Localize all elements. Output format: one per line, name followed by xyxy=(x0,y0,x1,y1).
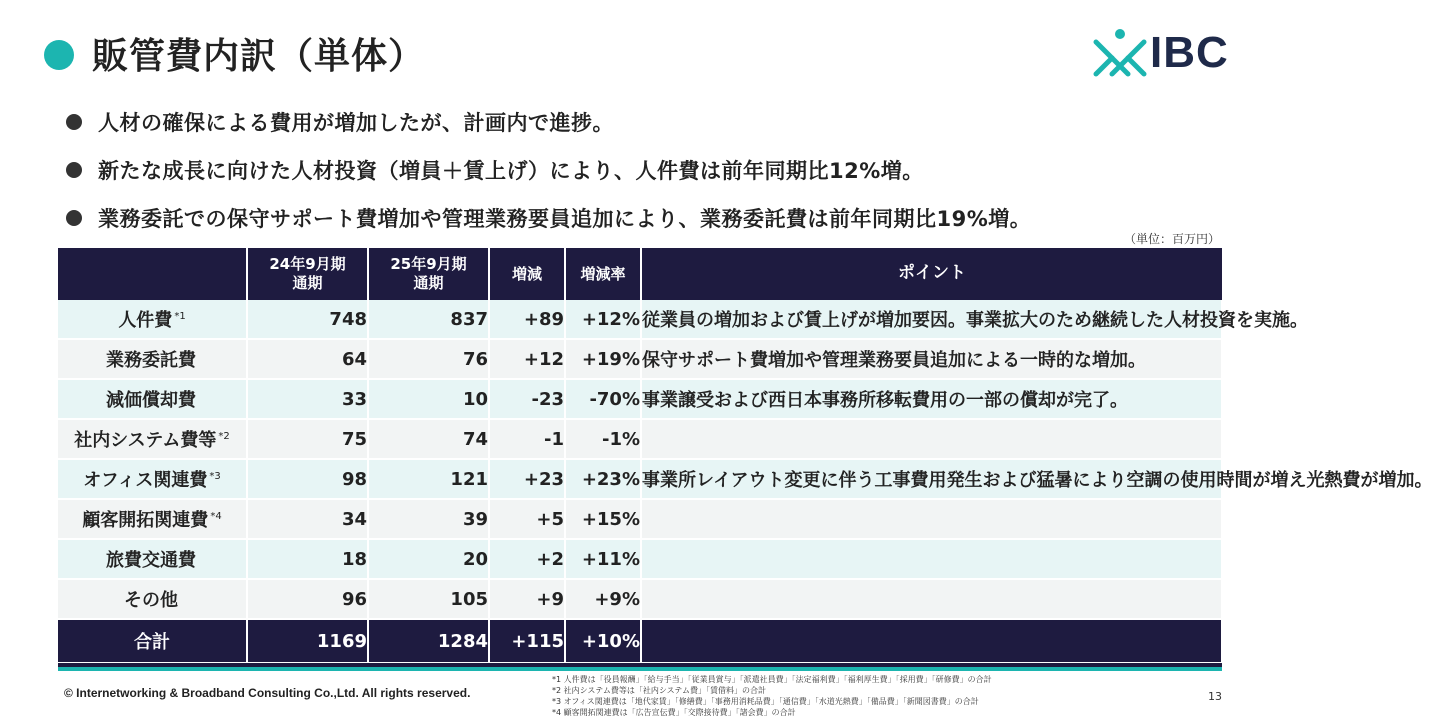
row-curr: 76 xyxy=(368,339,489,379)
footnote: *4 顧客開拓関連費は「広告宣伝費」「交際接待費」「諸会費」の合計 xyxy=(552,708,796,717)
row-point xyxy=(641,539,1222,579)
row-curr: 74 xyxy=(368,419,489,459)
note-ref: *4 xyxy=(210,511,222,522)
total-rate: +10% xyxy=(565,619,641,663)
footnote: *1 人件費は「役員報酬」「給与手当」「従業員賞与」「派遣社員費」「法定福利費」「福利厚生費」「採用費」「研修費」の合計 xyxy=(552,675,992,684)
row-prev: 98 xyxy=(247,459,368,499)
total-curr: 1284 xyxy=(368,619,489,663)
row-rate: +19% xyxy=(565,339,641,379)
row-change: +23 xyxy=(489,459,565,499)
note-ref: *3 xyxy=(209,471,221,482)
row-prev: 748 xyxy=(247,300,368,339)
header-rate: 増減率 xyxy=(565,248,641,300)
table-row xyxy=(58,539,1222,579)
table-total-row xyxy=(58,619,1222,663)
category-label: 社内システム費等 xyxy=(74,430,217,451)
row-change: +9 xyxy=(489,579,565,619)
row-category xyxy=(58,419,247,459)
title-bullet-icon xyxy=(44,40,74,70)
row-rate: -70% xyxy=(565,379,641,419)
header-curr-line1: 25年9月期 xyxy=(390,255,467,274)
table-row xyxy=(58,499,1222,539)
bullet-dot-icon xyxy=(66,162,82,178)
row-change: -1 xyxy=(489,419,565,459)
row-point: 従業員の増加および賃上げが増加要因。事業拡大のため継続した人材投資を実施。 xyxy=(641,300,1222,339)
row-prev: 96 xyxy=(247,579,368,619)
footer-divider-accent xyxy=(58,667,1222,671)
category-label: 旅費交通費 xyxy=(106,550,196,571)
row-point xyxy=(641,419,1222,459)
header-change: 増減 xyxy=(489,248,565,300)
header-prev-year xyxy=(247,248,368,300)
row-curr: 105 xyxy=(368,579,489,619)
row-point: 保守サポート費増加や管理業務要員追加による一時的な増加。 xyxy=(641,339,1222,379)
row-prev: 64 xyxy=(247,339,368,379)
row-curr: 837 xyxy=(368,300,489,339)
row-change: +2 xyxy=(489,539,565,579)
category-label: 業務委託費 xyxy=(106,350,196,371)
table-header-row xyxy=(58,248,1222,300)
row-point: 事業所レイアウト変更に伴う工事費用発生および猛暑により空調の使用時間が増え光熱費が増加。 xyxy=(641,459,1222,499)
category-label: その他 xyxy=(124,590,178,611)
bullet-dot-icon xyxy=(66,210,82,226)
category-label: 人件費 xyxy=(118,310,173,331)
bullet-text: 新たな成長に向けた人材投資（増員＋賃上げ）により、人件費は前年同期比12%増。 xyxy=(98,159,924,183)
ibc-logo-text: IBC xyxy=(1150,28,1229,77)
row-prev: 33 xyxy=(247,379,368,419)
row-rate: +11% xyxy=(565,539,641,579)
table-row xyxy=(58,339,1222,379)
row-prev: 34 xyxy=(247,499,368,539)
page-number: 13 xyxy=(1208,690,1222,703)
unit-label: （単位：百万円） xyxy=(1124,232,1221,246)
row-category xyxy=(58,539,247,579)
header-curr-line2: 通期 xyxy=(413,274,444,292)
bullet-text: 業務委託での保守サポート費増加や管理業務要員追加により、業務委託費は前年同期比19%増。 xyxy=(98,207,1032,231)
row-change: +5 xyxy=(489,499,565,539)
row-change: -23 xyxy=(489,379,565,419)
row-category xyxy=(58,579,247,619)
footnote: *3 オフィス関連費は「地代家賃」「修繕費」「事務用消耗品費」「通信費」「水道光熱費」「備品費」「新聞図書費」の合計 xyxy=(552,697,979,706)
bullet-item xyxy=(66,98,1031,146)
header-category xyxy=(58,248,247,300)
row-category xyxy=(58,499,247,539)
category-label: 顧客開拓関連費 xyxy=(82,510,209,531)
row-rate: +9% xyxy=(565,579,641,619)
table-row xyxy=(58,459,1222,499)
sga-table xyxy=(58,248,1433,664)
copyright: © Internetworking & Broadband Consulting Co.,Ltd. All rights reserved. xyxy=(64,686,471,700)
bullet-list xyxy=(66,98,1031,242)
total-prev: 1169 xyxy=(247,619,368,663)
total-category: 合計 xyxy=(58,619,247,663)
row-curr: 10 xyxy=(368,379,489,419)
header-curr-year xyxy=(368,248,489,300)
page-title: 販管費内訳（単体） xyxy=(92,36,426,77)
note-ref: *1 xyxy=(174,311,186,322)
total-change: +115 xyxy=(489,619,565,663)
row-category xyxy=(58,459,247,499)
row-change: +89 xyxy=(489,300,565,339)
table-row xyxy=(58,300,1222,339)
row-rate: +12% xyxy=(565,300,641,339)
row-rate: +23% xyxy=(565,459,641,499)
bullet-dot-icon xyxy=(66,114,82,130)
row-curr: 121 xyxy=(368,459,489,499)
total-point xyxy=(641,619,1222,663)
footnotes xyxy=(552,674,992,718)
footnote: *2 社内システム費等は「社内システム費」「賃借料」の合計 xyxy=(552,686,767,695)
header-prev-line1: 24年9月期 xyxy=(269,255,346,274)
bullet-item xyxy=(66,146,1031,194)
row-category xyxy=(58,339,247,379)
note-ref: *2 xyxy=(218,431,230,442)
row-change: +12 xyxy=(489,339,565,379)
row-point: 事業譲受および西日本事務所移転費用の一部の償却が完了。 xyxy=(641,379,1222,419)
row-rate: +15% xyxy=(565,499,641,539)
row-prev: 18 xyxy=(247,539,368,579)
table-row xyxy=(58,379,1222,419)
header-point: ポイント xyxy=(641,248,1222,300)
row-category xyxy=(58,379,247,419)
row-point xyxy=(641,579,1222,619)
table-row xyxy=(58,579,1222,619)
bullet-item xyxy=(66,194,1031,242)
table-row xyxy=(58,419,1222,459)
bullet-text: 人材の確保による費用が増加したが、計画内で進捗。 xyxy=(98,111,614,135)
row-curr: 39 xyxy=(368,499,489,539)
row-curr: 20 xyxy=(368,539,489,579)
row-prev: 75 xyxy=(247,419,368,459)
row-rate: -1% xyxy=(565,419,641,459)
header-prev-line2: 通期 xyxy=(292,274,323,292)
row-point xyxy=(641,499,1222,539)
row-category xyxy=(58,300,247,339)
category-label: 減価償却費 xyxy=(106,390,196,411)
category-label: オフィス関連費 xyxy=(83,470,208,491)
